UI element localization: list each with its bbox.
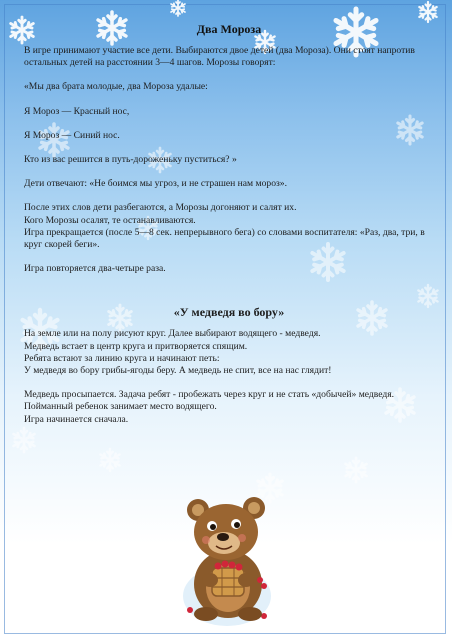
snowflake-icon	[346, 458, 367, 482]
verse-line-1: «Мы два брата молодые, два Мороза удалые:	[24, 81, 208, 93]
verse-line-3: Я Мороз — Синий нос.	[24, 129, 120, 141]
children-answer: Дети отвечают: «Не боимся мы угроз, и не страшен нам мороз».	[24, 178, 287, 190]
section-title-bear: «У медведя во бору»	[173, 305, 285, 320]
bear-rule-3: Ребята встают за линию круга и начинают петь:	[24, 352, 220, 364]
snowflake-icon	[100, 449, 119, 471]
section-title-two-frosts: Два Мороза	[196, 22, 262, 36]
verse-line-4: Кто из вас решится в путь-дороженьку пуститься? »	[24, 154, 237, 166]
rules-line-3: Игра прекращается (после 5—8 сек. непрерывного бега) со словами воспитателя: «Раз, два, три, в круг скорей беги».	[24, 226, 425, 251]
bear-song: У медведя во бору грибы-ягоды беру. А медведь не спит, все на нас глядит!	[24, 365, 332, 377]
rules-line-2: Кого Морозы осалят, те останавливаются.	[24, 214, 196, 226]
snowflake-icon	[419, 2, 436, 22]
bear-illustration	[172, 488, 282, 628]
rules-line-1: После этих слов дети разбегаются, а Морозы догоняют и салят их.	[24, 202, 297, 214]
repeat-note: Игра повторяется два-четыре раза.	[24, 263, 166, 275]
bear-rule-1: На земле или на полу рисуют круг. Далее выбирают водящего - медведя.	[24, 328, 321, 340]
snowflake-icon	[171, 0, 185, 16]
section1-intro: В игре принимают участие все дети. Выбираются двое детей (два Мороза). Они стоят напротив остальных детей на расстоянии 3—4 шагов. Морозы говорят:	[24, 45, 415, 69]
snowflake-icon	[14, 428, 35, 452]
bear-rule-2: Медведь встает в центр круга и притворяется спящим.	[24, 340, 248, 352]
verse-line-2: Я Мороз — Красный нос,	[24, 105, 130, 117]
bear-rule-5: Игра начинается сначала.	[24, 413, 129, 425]
bear-rule-4: Медведь просыпается. Задача ребят - пробежать через круг и не стать «добычей» медведя. Пойманный ребенок занимает место водящего.	[24, 389, 395, 413]
document-body	[24, 22, 434, 426]
